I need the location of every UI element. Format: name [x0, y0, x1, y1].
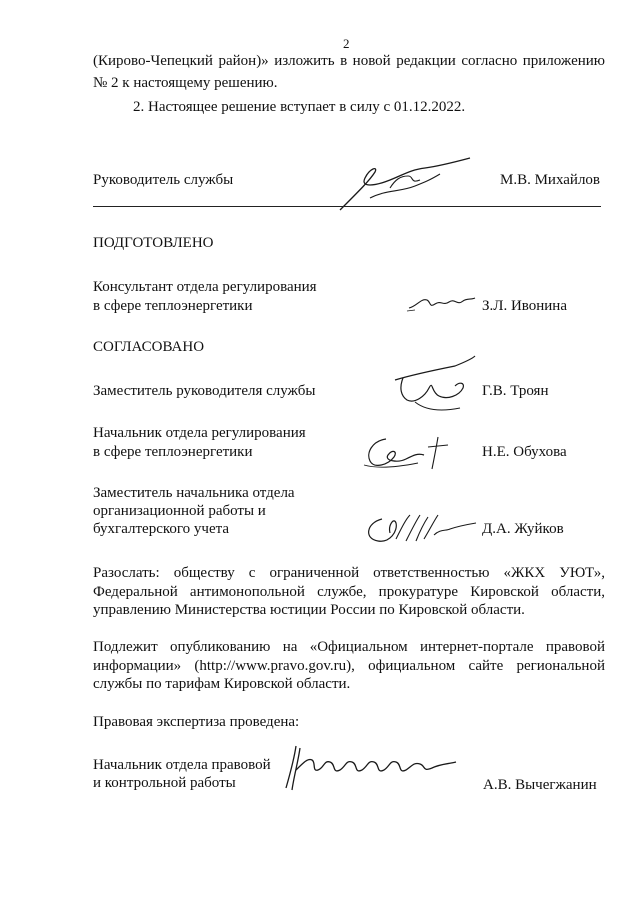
agreed-s3-signature: [360, 505, 480, 550]
legal-review-position-line-1: Начальник отдела правовой: [93, 757, 271, 773]
agreed-s1-name: Г.В. Троян: [482, 383, 549, 399]
legal-review-position-line-2: и контрольной работы: [93, 775, 236, 791]
prepared-signature: [405, 292, 480, 314]
distribution-line-2: Федеральной антимонопольной службе, прокуратуре Кировской области,: [93, 584, 605, 600]
distribution-line-3: управлению Министерства юстиции России по Кировской области.: [93, 602, 525, 618]
head-signature: [330, 150, 480, 220]
publication-line-3: службы по тарифам Кировской области.: [93, 676, 351, 692]
prepared-position-line-1: Консультант отдела регулирования: [93, 279, 317, 295]
prepared-position-line-2: в сфере теплоэнергетики: [93, 298, 253, 314]
intro-item-2: 2. Настоящее решение вступает в силу с 01.12.2022.: [133, 99, 466, 115]
legal-review-name: А.В. Вычегжанин: [483, 777, 597, 793]
publication-line-2: информации» (http://www.pravo.gov.ru), официальном сайте региональной: [93, 658, 605, 674]
legal-review-signature: [282, 740, 462, 795]
agreed-s2-name: Н.Е. Обухова: [482, 444, 567, 460]
agreed-s2-position-line-2: в сфере теплоэнергетики: [93, 444, 253, 460]
agreed-heading: СОГЛАСОВАНО: [93, 339, 205, 355]
page-number: 2: [343, 36, 350, 51]
legal-review-heading: Правовая экспертиза проведена:: [93, 714, 300, 730]
intro-line-1: (Кирово-Чепецкий район)» изложить в новой редакции согласно приложению: [93, 53, 605, 69]
agreed-s1-position: Заместитель руководителя службы: [93, 383, 316, 399]
agreed-s3-position-line-3: бухгалтерского учета: [93, 521, 230, 537]
prepared-name: З.Л. Ивонина: [482, 298, 567, 314]
publication-line-1: Подлежит опубликованию на «Официальном интернет-портале правовой: [93, 639, 605, 655]
divider-line: [93, 206, 601, 207]
distribution-line-1: Разослать: обществу с ограниченной ответственностью «ЖКХ УЮТ»,: [93, 565, 605, 581]
agreed-s1-signature: [385, 352, 480, 417]
agreed-s2-position-line-1: Начальник отдела регулирования: [93, 425, 306, 441]
prepared-heading: ПОДГОТОВЛЕНО: [93, 235, 214, 251]
intro-line-2: № 2 к настоящему решению.: [93, 75, 278, 91]
head-name: М.В. Михайлов: [500, 172, 601, 188]
head-position: Руководитель службы: [93, 172, 234, 188]
agreed-s3-position-line-2: организационной работы и: [93, 503, 266, 519]
agreed-s3-position-line-1: Заместитель начальника отдела: [93, 485, 295, 501]
agreed-s2-signature: [358, 425, 468, 475]
agreed-s3-name: Д.А. Жуйков: [482, 521, 564, 537]
